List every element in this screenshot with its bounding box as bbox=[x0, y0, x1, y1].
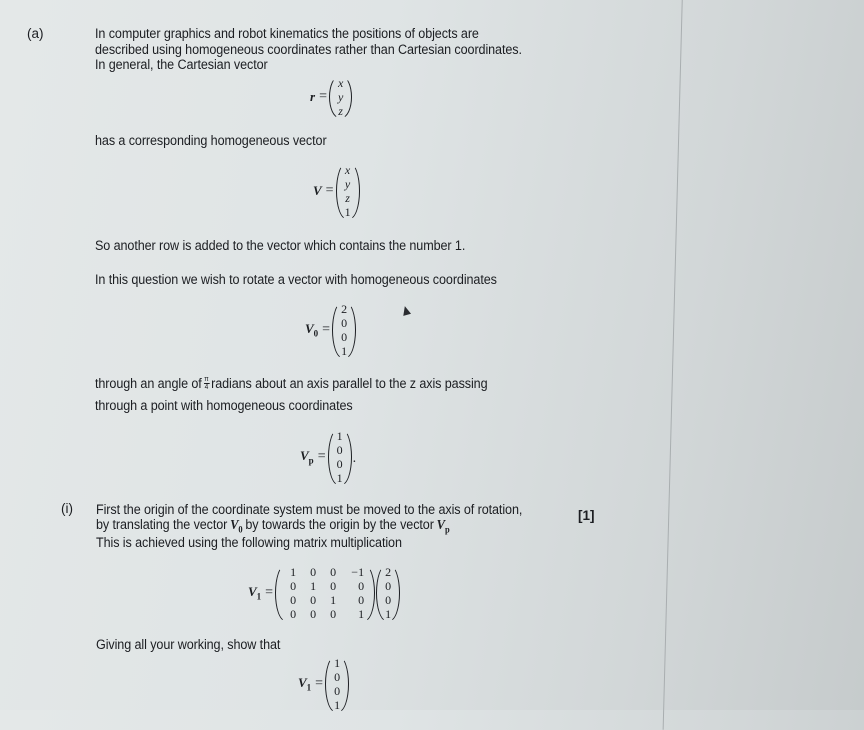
marks-badge: [1] bbox=[578, 508, 595, 523]
V1-result-equation bbox=[298, 656, 349, 712]
r-entry-z: z bbox=[338, 103, 343, 118]
part-i-line-2 bbox=[96, 517, 450, 535]
mouse-pointer-icon bbox=[401, 305, 411, 316]
Vp-vector-equation bbox=[300, 429, 356, 485]
V0-column-vector: 2 0 0 1 bbox=[376, 565, 400, 621]
r-symbol: r bbox=[310, 89, 316, 104]
translation-matrix: 1 0 0 0 0 1 0 0 0 0 1 0 −1 0 0 1 bbox=[275, 565, 375, 621]
V-entry-y: y bbox=[344, 177, 351, 191]
V0-entry: 1 bbox=[341, 344, 348, 358]
V-vector-equation bbox=[313, 163, 360, 219]
equals-sign: = bbox=[315, 676, 324, 691]
another-row-text: So another row is added to the vector which contains the number 1. bbox=[95, 238, 466, 253]
Vp-symbol: $V_p$ bbox=[300, 448, 314, 466]
V1-result-vector: 1 0 0 1 bbox=[325, 656, 349, 712]
V1-symbol: $V_1$ bbox=[298, 675, 312, 693]
V0-entry: 0 bbox=[341, 330, 348, 344]
page-margin-line bbox=[663, 0, 683, 730]
equals-sign: = bbox=[325, 183, 334, 198]
giving-working-text: Giving all your working, show that bbox=[96, 637, 281, 652]
V-vector bbox=[336, 163, 360, 219]
intro-line-1: In computer graphics and robot kinematics the positions of objects are bbox=[95, 26, 479, 41]
V0-symbol: $V_0$ bbox=[305, 321, 319, 339]
Vp-inline: $V_p$ bbox=[436, 517, 450, 535]
V0-vector-equation bbox=[305, 302, 356, 358]
Vp-vector bbox=[328, 429, 352, 485]
pi-over-4-fraction: $\frac{\pi}{4}$ bbox=[204, 376, 209, 391]
V-entry-x: x bbox=[344, 163, 351, 177]
has-corresponding-text: has a corresponding homogeneous vector bbox=[95, 133, 327, 148]
angle-line-pre: through an angle of bbox=[95, 376, 202, 391]
angle-line-post: radians about an axis parallel to the z axis passing bbox=[211, 376, 488, 391]
intro-line-3: In general, the Cartesian vector bbox=[95, 57, 268, 72]
V-symbol: V bbox=[313, 183, 322, 198]
r-vector-equation bbox=[310, 76, 352, 118]
V0-inline: $V_0$ bbox=[230, 517, 243, 535]
r-entry-x: x bbox=[337, 75, 344, 90]
V1-symbol: $V_1$ bbox=[248, 584, 262, 602]
equals-sign: = bbox=[319, 89, 327, 104]
angle-line bbox=[95, 376, 488, 391]
part-i-line-3: This is achieved using the following matrix multiplication bbox=[96, 535, 402, 550]
Vp-entry: 1 bbox=[336, 471, 343, 485]
line2-mid: by towards the origin by the vector bbox=[245, 517, 434, 532]
V0-vector bbox=[332, 302, 356, 358]
point-line: through a point with homogeneous coordinates bbox=[95, 398, 353, 413]
trailing-period: . bbox=[352, 451, 357, 466]
part-i-label: (i) bbox=[61, 501, 73, 516]
r-entry-y: y bbox=[337, 89, 344, 104]
Vp-entry: 1 bbox=[336, 429, 343, 443]
part-i-line-1: First the origin of the coordinate system must be moved to the axis of rotation, bbox=[96, 502, 523, 517]
V0-entry: 0 bbox=[341, 316, 348, 330]
V-entry-z: z bbox=[345, 191, 350, 205]
rotate-vector-text: In this question we wish to rotate a vector with homogeneous coordinates bbox=[95, 272, 497, 287]
V0-entry: 2 bbox=[341, 302, 348, 316]
equals-sign: = bbox=[317, 449, 326, 464]
V1-matrix-equation bbox=[248, 565, 400, 621]
r-vector bbox=[329, 76, 352, 118]
Vp-entry: 0 bbox=[336, 443, 343, 457]
line2-pre: by translating the vector bbox=[96, 517, 228, 532]
Vp-entry: 0 bbox=[336, 457, 343, 471]
intro-line-2: described using homogeneous coordinates rather than Cartesian coordinates. bbox=[95, 42, 522, 57]
part-a-label: (a) bbox=[27, 26, 44, 41]
equals-sign: = bbox=[322, 322, 331, 337]
equals-sign: = bbox=[265, 585, 274, 600]
V-entry-1: 1 bbox=[344, 205, 351, 219]
